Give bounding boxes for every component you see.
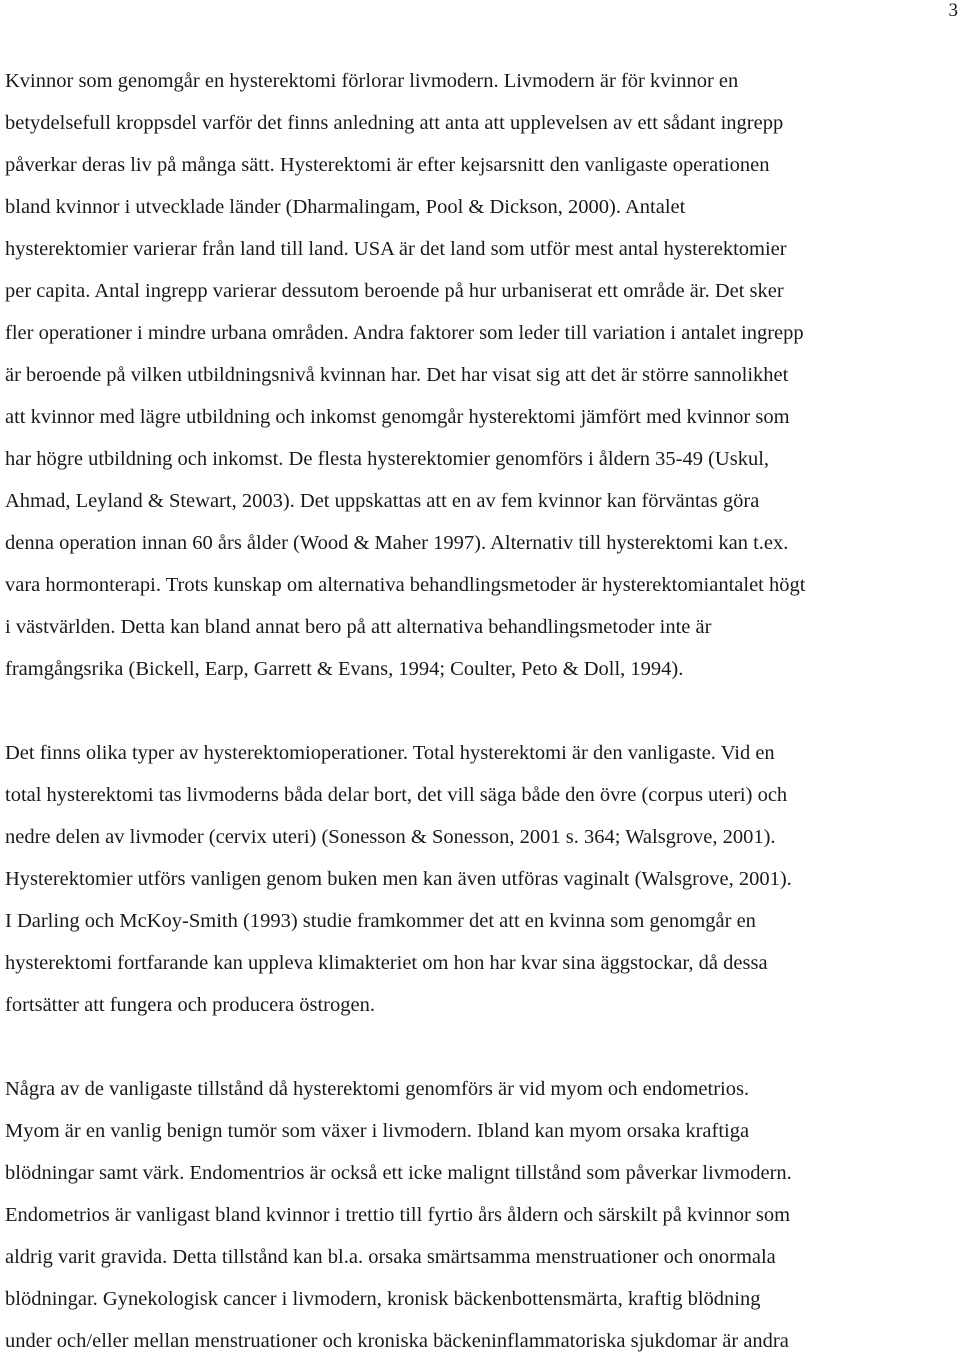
text-line: Några av de vanligaste tillstånd då hysterektomi genomförs är vid myom och endometrios.	[5, 1078, 750, 1100]
text-line: denna operation innan 60 års ålder (Wood & Maher 1997). Alternativ till hysterektomi kan t.ex.	[5, 532, 789, 554]
paragraph-3	[5, 1068, 955, 1362]
text-line: nedre delen av livmoder (cervix uteri) (Sonesson & Sonesson, 2001 s. 364; Walsgrove, 2001).	[5, 826, 776, 848]
text-line: är beroende på vilken utbildningsnivå kvinnan har. Det har visat sig att det är större sannolikhet	[5, 364, 789, 386]
text-line: att kvinnor med lägre utbildning och inkomst genomgår hysterektomi jämfört med kvinnor som	[5, 406, 790, 428]
text-line: framgångsrika (Bickell, Earp, Garrett & Evans, 1994; Coulter, Peto & Doll, 1994).	[5, 658, 684, 680]
text-line: fler operationer i mindre urbana områden. Andra faktorer som leder till variation i antalet ingrepp	[5, 322, 804, 344]
document-body	[5, 60, 955, 1362]
text-line: Hysterektomier utförs vanligen genom buken men kan även utföras vaginalt (Walsgrove, 2001).	[5, 868, 792, 890]
text-line: Endometrios är vanligast bland kvinnor i trettio till fyrtio års åldern och särskilt på kvinnor som	[5, 1204, 791, 1226]
text-line: aldrig varit gravida. Detta tillstånd kan bl.a. orsaka smärtsamma menstruationer och onormala	[5, 1246, 776, 1268]
text-line: påverkar deras liv på många sätt. Hysterektomi är efter kejsarsnitt den vanligaste operationen	[5, 154, 770, 176]
text-line: betydelsefull kroppsdel varför det finns anledning att anta att upplevelsen av ett sådant ingrepp	[5, 112, 784, 134]
text-line: Myom är en vanlig benign tumör som växer i livmodern. Ibland kan myom orsaka kraftiga	[5, 1120, 750, 1142]
page-number: 3	[948, 0, 958, 21]
text-line: Kvinnor som genomgår en hysterektomi förlorar livmodern. Livmodern är för kvinnor en	[5, 70, 739, 92]
text-line: fortsätter att fungera och producera östrogen.	[5, 994, 375, 1016]
text-line: under och/eller mellan menstruationer och kroniska bäckeninflammatoriska sjukdomar är andra	[5, 1330, 789, 1352]
text-line: blödningar samt värk. Endomentrios är också ett icke malignt tillstånd som påverkar livmodern.	[5, 1162, 792, 1184]
text-line: bland kvinnor i utvecklade länder (Dharmalingam, Pool & Dickson, 2000). Antalet	[5, 196, 686, 218]
text-line: vara hormonterapi. Trots kunskap om alternativa behandlingsmetoder är hysterektomiantalet högt	[5, 574, 806, 596]
paragraph-2	[5, 732, 955, 1026]
text-line: har högre utbildning och inkomst. De flesta hysterektomier genomförs i åldern 35-49 (Uskul,	[5, 448, 770, 470]
text-line: hysterektomier varierar från land till land. USA är det land som utför mest antal hysterektomier	[5, 238, 787, 260]
paragraph-spacer	[5, 690, 955, 732]
text-line: Det finns olika typer av hysterektomioperationer. Total hysterektomi är den vanligaste. Vid en	[5, 742, 775, 764]
paragraph-1	[5, 60, 955, 690]
paragraph-spacer	[5, 1026, 955, 1068]
text-line: total hysterektomi tas livmoderns båda delar bort, det vill säga både den övre (corpus uteri) och	[5, 784, 788, 806]
text-line: i västvärlden. Detta kan bland annat bero på att alternativa behandlingsmetoder inte är	[5, 616, 712, 638]
text-line: I Darling och McKoy-Smith (1993) studie framkommer det att en kvinna som genomgår en	[5, 910, 756, 932]
text-line: Ahmad, Leyland & Stewart, 2003). Det uppskattas att en av fem kvinnor kan förväntas göra	[5, 490, 760, 512]
text-line: blödningar. Gynekologisk cancer i livmodern, kronisk bäckenbottensmärta, kraftig blödning	[5, 1288, 761, 1310]
text-line: per capita. Antal ingrepp varierar dessutom beroende på hur urbaniserat ett område är. Det sker	[5, 280, 784, 302]
text-line: hysterektomi fortfarande kan uppleva klimakteriet om hon har kvar sina äggstockar, då dessa	[5, 952, 768, 974]
